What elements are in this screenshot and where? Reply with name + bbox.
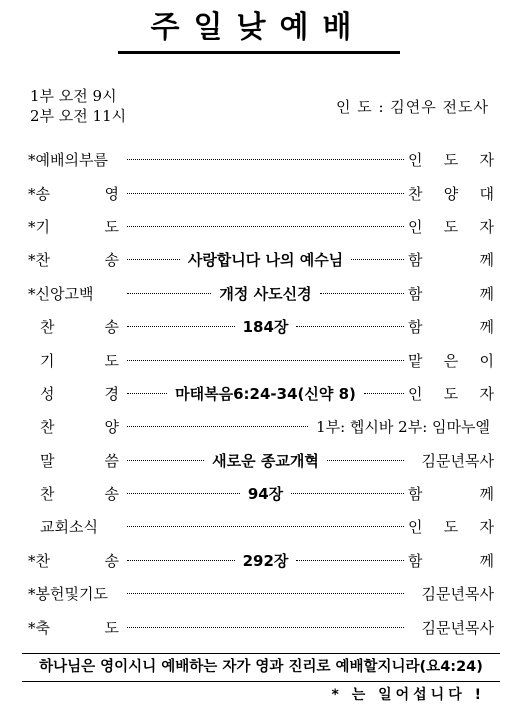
dot-leader: [291, 493, 404, 494]
order-label-part: 양: [104, 418, 119, 437]
dot-leader: [127, 593, 404, 594]
dot-leader: [327, 460, 404, 461]
dot-leader: [320, 293, 404, 294]
service-times: [30, 86, 126, 126]
order-label-part: 송: [104, 318, 119, 337]
order-of-worship: [28, 143, 494, 644]
order-participant-part: 도: [443, 151, 459, 170]
order-label: *신앙고백: [28, 284, 94, 303]
order-row: [28, 310, 494, 343]
dot-leader: [127, 293, 211, 294]
order-participant: [408, 316, 494, 337]
order-label-part: 찬: [40, 318, 55, 337]
dot-leader: [127, 426, 308, 427]
order-item: 마태복음6:24-34(신약 8): [175, 384, 356, 403]
order-participant-part: 인: [408, 384, 423, 403]
order-label-part: 씀: [104, 451, 119, 470]
order-participant-part: 이: [479, 351, 494, 370]
order-row: [28, 343, 494, 376]
dot-leader: [127, 560, 235, 561]
verse-bottom-rule: [22, 681, 500, 682]
order-label-part: 영: [104, 184, 119, 203]
order-participant-part: 찬: [408, 184, 423, 203]
order-row: [28, 477, 494, 510]
order-item: 292장: [242, 551, 289, 570]
order-label-part: *송: [28, 184, 50, 203]
order-row: [28, 243, 494, 276]
dot-leader: [127, 326, 235, 327]
dot-leader: [127, 159, 404, 160]
order-row: [28, 444, 494, 477]
order-participant: [408, 383, 494, 404]
order-label: *예배의부름: [28, 151, 108, 170]
order-participant: [408, 249, 494, 270]
order-participant-part: 인: [408, 518, 423, 537]
order-participant: 김문년목사: [421, 585, 494, 604]
order-item: 1부: 헵시바 2부: 임마누엘: [316, 418, 490, 437]
order-participant-part: 도: [443, 518, 459, 537]
order-row: [28, 377, 494, 410]
order-participant: [408, 283, 494, 304]
order-label: [28, 216, 123, 237]
order-participant: 김문년목사: [421, 451, 494, 470]
order-participant-part: 께: [479, 551, 494, 570]
order-item: 사랑합니다 나의 예수님: [187, 251, 344, 270]
order-label-part: 도: [104, 618, 119, 637]
order-label-part: 송: [104, 551, 119, 570]
dot-leader: [127, 360, 404, 361]
order-participant-part: 께: [479, 318, 494, 337]
order-label: 교회소식: [40, 518, 98, 537]
order-item: 94장: [247, 485, 284, 504]
order-row: [28, 277, 494, 310]
order-label: [28, 617, 123, 638]
order-participant-part: 은: [443, 351, 459, 370]
service-time-1: 1부 오전 9시: [30, 87, 117, 105]
order-participant-part: 양: [443, 184, 459, 203]
service-leader: 인 도 : 김연우 전도사: [335, 98, 489, 116]
order-label: [28, 249, 123, 270]
order-participant-part: 함: [408, 251, 423, 270]
order-row: [28, 610, 494, 643]
order-participant-part: 함: [408, 551, 423, 570]
dot-leader: [127, 393, 167, 394]
title-underline: [118, 51, 400, 54]
order-label: [28, 183, 123, 204]
order-item: 개정 사도신경: [219, 284, 312, 303]
order-label-part: 경: [104, 384, 119, 403]
order-participant-part: 인: [408, 151, 423, 170]
order-item: 새로운 종교개혁: [212, 451, 319, 470]
scripture-verse: 하나님은 영이시니 예배하는 자가 영과 진리로 예배할지니라(요4:24): [39, 659, 483, 675]
order-label: [28, 416, 123, 437]
order-participant-part: 께: [479, 251, 495, 270]
order-participant-part: 자: [479, 217, 494, 236]
order-label-part: *축: [28, 618, 50, 637]
dot-leader: [127, 493, 240, 494]
dot-leader: [127, 526, 404, 527]
dot-leader: [127, 193, 404, 194]
order-participant-part: 인: [408, 217, 423, 236]
order-label-part: 송: [104, 251, 119, 270]
dot-leader: [127, 259, 180, 260]
order-label: [28, 483, 123, 504]
order-participant-part: 함: [408, 318, 423, 337]
order-label: [28, 350, 123, 371]
order-participant: [408, 216, 494, 237]
order-label: *봉헌및기도: [28, 585, 108, 604]
order-row: [28, 544, 494, 577]
order-label-part: 찬: [40, 485, 55, 504]
order-participant-part: 대: [479, 184, 494, 203]
order-row: [28, 176, 494, 209]
order-participant-part: 도: [443, 384, 459, 403]
order-row: [28, 210, 494, 243]
order-participant-part: 자: [479, 151, 494, 170]
order-label-part: 말: [40, 451, 55, 470]
standing-note: * 는 일어섭니다 !: [331, 687, 485, 703]
service-time-2: 2부 오전 11시: [30, 107, 127, 125]
dot-leader: [127, 226, 404, 227]
order-label: [28, 316, 123, 337]
order-row: [28, 143, 494, 176]
order-participant: [408, 483, 494, 504]
order-participant-part: 함: [408, 485, 423, 504]
order-participant-part: 함: [408, 284, 423, 303]
order-label-part: *찬: [28, 251, 50, 270]
order-participant: [408, 550, 494, 571]
order-participant-part: 께: [479, 284, 495, 303]
dot-leader: [351, 259, 404, 260]
order-label: [28, 450, 123, 471]
page-title: 주일낮예배: [150, 10, 366, 45]
order-row: [28, 410, 494, 443]
order-label-part: 성: [40, 384, 55, 403]
order-participant-part: 자: [479, 518, 494, 537]
order-label-part: 찬: [40, 418, 55, 437]
order-participant: [408, 149, 494, 170]
order-item: 184장: [242, 318, 289, 337]
order-label-part: 도: [104, 351, 119, 370]
order-participant-part: 맡: [408, 351, 423, 370]
order-label-part: 송: [104, 485, 119, 504]
order-label-part: 도: [104, 217, 119, 236]
dot-leader: [296, 560, 404, 561]
order-label-part: *기: [28, 217, 50, 236]
dot-leader: [364, 393, 404, 394]
dot-leader: [127, 627, 404, 628]
order-participant-part: 께: [479, 485, 494, 504]
order-label-part: 기: [40, 351, 55, 370]
order-participant: [408, 183, 494, 204]
order-label-part: *찬: [28, 551, 50, 570]
order-label: [28, 550, 123, 571]
order-participant: 김문년목사: [421, 618, 494, 637]
order-label: [28, 383, 123, 404]
order-row: [28, 510, 494, 543]
dot-leader: [127, 460, 204, 461]
order-participant-part: 자: [479, 384, 495, 403]
order-row: [28, 577, 494, 610]
order-participant: [408, 350, 494, 371]
order-participant-part: 도: [443, 217, 459, 236]
dot-leader: [296, 326, 404, 327]
order-participant: [408, 516, 494, 537]
